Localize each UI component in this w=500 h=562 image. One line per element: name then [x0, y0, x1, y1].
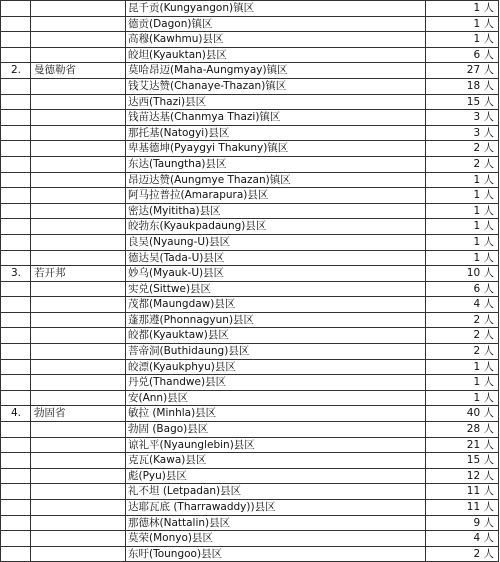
- count-cell: 2 人: [426, 546, 499, 562]
- province-cell: [31, 141, 126, 157]
- province-cell: [31, 281, 126, 297]
- count-cell: 3 人: [426, 125, 499, 141]
- district-cell: 克瓦(Kawa)县区: [126, 453, 426, 469]
- table-row: [1, 281, 499, 297]
- table-row: [1, 234, 499, 250]
- count-cell: 18 人: [426, 78, 499, 94]
- district-cell: 彪(Pyu)县区: [126, 468, 426, 484]
- table-row: [1, 500, 499, 516]
- table-row: [1, 203, 499, 219]
- province-cell: [31, 234, 126, 250]
- count-cell: 1 人: [426, 375, 499, 391]
- row-number-cell: [1, 437, 31, 453]
- row-number-cell: [1, 172, 31, 188]
- table-row: [1, 484, 499, 500]
- count-cell: 2 人: [426, 344, 499, 360]
- count-cell: 10 人: [426, 266, 499, 282]
- table-row: [1, 359, 499, 375]
- district-cell: 那托基(Natogyi)县区: [126, 125, 426, 141]
- province-cell: [31, 437, 126, 453]
- district-cell: 东吁(Toungoo)县区: [126, 546, 426, 562]
- table-row: [1, 1, 499, 17]
- district-cell: 那德林(Nattalin)县区: [126, 515, 426, 531]
- table-row: [1, 156, 499, 172]
- table-row: [1, 110, 499, 126]
- row-number-cell: [1, 312, 31, 328]
- table-row: [1, 32, 499, 48]
- count-cell: 3 人: [426, 110, 499, 126]
- table-row: [1, 172, 499, 188]
- row-number-cell: 4.: [1, 406, 31, 422]
- row-number-cell: [1, 422, 31, 438]
- province-cell: [31, 328, 126, 344]
- table-row: [1, 219, 499, 235]
- count-cell: 2 人: [426, 141, 499, 157]
- district-cell: 妙乌(Myauk-U)县区: [126, 266, 426, 282]
- table-row: [1, 78, 499, 94]
- table-row: [1, 63, 499, 79]
- count-cell: 15 人: [426, 94, 499, 110]
- row-number-cell: [1, 297, 31, 313]
- district-cell: 敏拉 (Minhla)县区: [126, 406, 426, 422]
- row-number-cell: [1, 125, 31, 141]
- row-number-cell: [1, 94, 31, 110]
- count-cell: 6 人: [426, 281, 499, 297]
- table-row: [1, 515, 499, 531]
- count-cell: 40 人: [426, 406, 499, 422]
- province-cell: [31, 78, 126, 94]
- district-cell: 卑基德坤(Pyaygyi Thakuny)镇区: [126, 141, 426, 157]
- count-cell: 28 人: [426, 422, 499, 438]
- province-cell: [31, 47, 126, 63]
- province-cell: [31, 359, 126, 375]
- count-cell: 2 人: [426, 312, 499, 328]
- table-body: [1, 1, 499, 562]
- province-cell: 若开邦: [31, 266, 126, 282]
- count-cell: 2 人: [426, 328, 499, 344]
- table-row: [1, 531, 499, 547]
- district-cell: 达西(Thazi)县区: [126, 94, 426, 110]
- province-cell: [31, 250, 126, 266]
- province-cell: [31, 500, 126, 516]
- province-cell: [31, 219, 126, 235]
- row-number-cell: [1, 234, 31, 250]
- row-number-cell: [1, 390, 31, 406]
- province-cell: 勃固省: [31, 406, 126, 422]
- row-number-cell: [1, 78, 31, 94]
- table-row: [1, 47, 499, 63]
- row-number-cell: [1, 468, 31, 484]
- table-row: [1, 141, 499, 157]
- province-cell: 曼德勒省: [31, 63, 126, 79]
- row-number-cell: [1, 281, 31, 297]
- district-cell: 德达吴(Tada-U)县区: [126, 250, 426, 266]
- district-cell: 茂都(Maungdaw)县区: [126, 297, 426, 313]
- count-cell: 1 人: [426, 234, 499, 250]
- province-cell: [31, 312, 126, 328]
- row-number-cell: [1, 110, 31, 126]
- province-cell: [31, 515, 126, 531]
- count-cell: 21 人: [426, 437, 499, 453]
- table-row: [1, 94, 499, 110]
- district-cell: 高穆(Kawhmu)县区: [126, 32, 426, 48]
- table-row: [1, 188, 499, 204]
- table-row: [1, 422, 499, 438]
- province-cell: [31, 531, 126, 547]
- row-number-cell: [1, 32, 31, 48]
- province-cell: [31, 344, 126, 360]
- district-cell: 莫哈昂迈(Maha-Aungmyay)镇区: [126, 63, 426, 79]
- count-cell: 6 人: [426, 47, 499, 63]
- count-cell: 1 人: [426, 250, 499, 266]
- district-cell: 钱艾达赞(Chanaye-Thazan)镇区: [126, 78, 426, 94]
- province-cell: [31, 16, 126, 32]
- table-row: [1, 406, 499, 422]
- row-number-cell: 2.: [1, 63, 31, 79]
- table-row: [1, 375, 499, 391]
- district-cell: 昂迈达赞(Aungmye Thazan)镇区: [126, 172, 426, 188]
- table-row: [1, 453, 499, 469]
- row-number-cell: [1, 500, 31, 516]
- district-cell: 皎都(Kyauktaw)县区: [126, 328, 426, 344]
- province-cell: [31, 172, 126, 188]
- row-number-cell: [1, 328, 31, 344]
- table-row: [1, 125, 499, 141]
- row-number-cell: [1, 203, 31, 219]
- district-cell: 阿马拉普拉(Amarapura)县区: [126, 188, 426, 204]
- table-row: [1, 344, 499, 360]
- province-cell: [31, 32, 126, 48]
- count-cell: 1 人: [426, 32, 499, 48]
- row-number-cell: [1, 359, 31, 375]
- province-cell: [31, 188, 126, 204]
- count-cell: 2 人: [426, 156, 499, 172]
- district-cell: 实兑(Sittwe)县区: [126, 281, 426, 297]
- row-number-cell: 3.: [1, 266, 31, 282]
- province-cell: [31, 453, 126, 469]
- district-cell: 昆千贡(Kungyangon)镇区: [126, 1, 426, 17]
- row-number-cell: [1, 141, 31, 157]
- province-cell: [31, 125, 126, 141]
- row-number-cell: [1, 156, 31, 172]
- district-cell: 钱苗达基(Chanmya Thazi)镇区: [126, 110, 426, 126]
- table-row: [1, 468, 499, 484]
- count-cell: 15 人: [426, 453, 499, 469]
- province-cell: [31, 546, 126, 562]
- count-cell: 1 人: [426, 359, 499, 375]
- row-number-cell: [1, 344, 31, 360]
- table-row: [1, 297, 499, 313]
- province-cell: [31, 110, 126, 126]
- row-number-cell: [1, 531, 31, 547]
- province-cell: [31, 203, 126, 219]
- count-cell: 1 人: [426, 172, 499, 188]
- table-row: [1, 312, 499, 328]
- district-cell: 德贡(Dagon)镇区: [126, 16, 426, 32]
- table-row: [1, 16, 499, 32]
- count-cell: 27 人: [426, 63, 499, 79]
- district-cell: 安(Ann)县区: [126, 390, 426, 406]
- district-cell: 皎坦(Kyauktan)县区: [126, 47, 426, 63]
- district-cell: 良吴(Nyaung-U)县区: [126, 234, 426, 250]
- table-row: [1, 266, 499, 282]
- count-cell: 9 人: [426, 515, 499, 531]
- district-cell: 莫荣(Monyo)县区: [126, 531, 426, 547]
- province-cell: [31, 1, 126, 17]
- district-cell: 皎漂(Kyaukphyu)县区: [126, 359, 426, 375]
- count-cell: 4 人: [426, 531, 499, 547]
- table-row: [1, 437, 499, 453]
- district-cell: 皎勃东(Kyaukpadaung)县区: [126, 219, 426, 235]
- count-cell: 1 人: [426, 1, 499, 17]
- count-cell: 1 人: [426, 390, 499, 406]
- row-number-cell: [1, 515, 31, 531]
- count-cell: 12 人: [426, 468, 499, 484]
- row-number-cell: [1, 47, 31, 63]
- district-cell: 勃固 (Bago)县区: [126, 422, 426, 438]
- district-cell: 蓬那遵(Phonnagyun)县区: [126, 312, 426, 328]
- row-number-cell: [1, 453, 31, 469]
- district-cell: 达耶瓦底 (Tharrawaddy))县区: [126, 500, 426, 516]
- row-number-cell: [1, 1, 31, 17]
- count-cell: 1 人: [426, 219, 499, 235]
- count-cell: 1 人: [426, 188, 499, 204]
- district-cell: 礼不坦 (Letpadan)县区: [126, 484, 426, 500]
- row-number-cell: [1, 16, 31, 32]
- province-cell: [31, 484, 126, 500]
- row-number-cell: [1, 250, 31, 266]
- district-cell: 谅礼平(Nyaunglebin)县区: [126, 437, 426, 453]
- province-cell: [31, 422, 126, 438]
- count-cell: 4 人: [426, 297, 499, 313]
- count-cell: 11 人: [426, 484, 499, 500]
- district-cell: 菩帝洞(Buthidaung)县区: [126, 344, 426, 360]
- district-cell: 丹兑(Thandwe)县区: [126, 375, 426, 391]
- province-cell: [31, 156, 126, 172]
- province-cell: [31, 94, 126, 110]
- district-cell: 密达(Myititha)县区: [126, 203, 426, 219]
- row-number-cell: [1, 484, 31, 500]
- row-number-cell: [1, 375, 31, 391]
- row-number-cell: [1, 546, 31, 562]
- province-cell: [31, 375, 126, 391]
- province-cell: [31, 390, 126, 406]
- table-row: [1, 250, 499, 266]
- district-cell: 东达(Taungtha)县区: [126, 156, 426, 172]
- table-row: [1, 546, 499, 562]
- table-row: [1, 390, 499, 406]
- table-row: [1, 328, 499, 344]
- province-cell: [31, 468, 126, 484]
- row-number-cell: [1, 219, 31, 235]
- count-cell: 1 人: [426, 203, 499, 219]
- count-cell: 11 人: [426, 500, 499, 516]
- row-number-cell: [1, 188, 31, 204]
- count-cell: 1 人: [426, 16, 499, 32]
- province-cell: [31, 297, 126, 313]
